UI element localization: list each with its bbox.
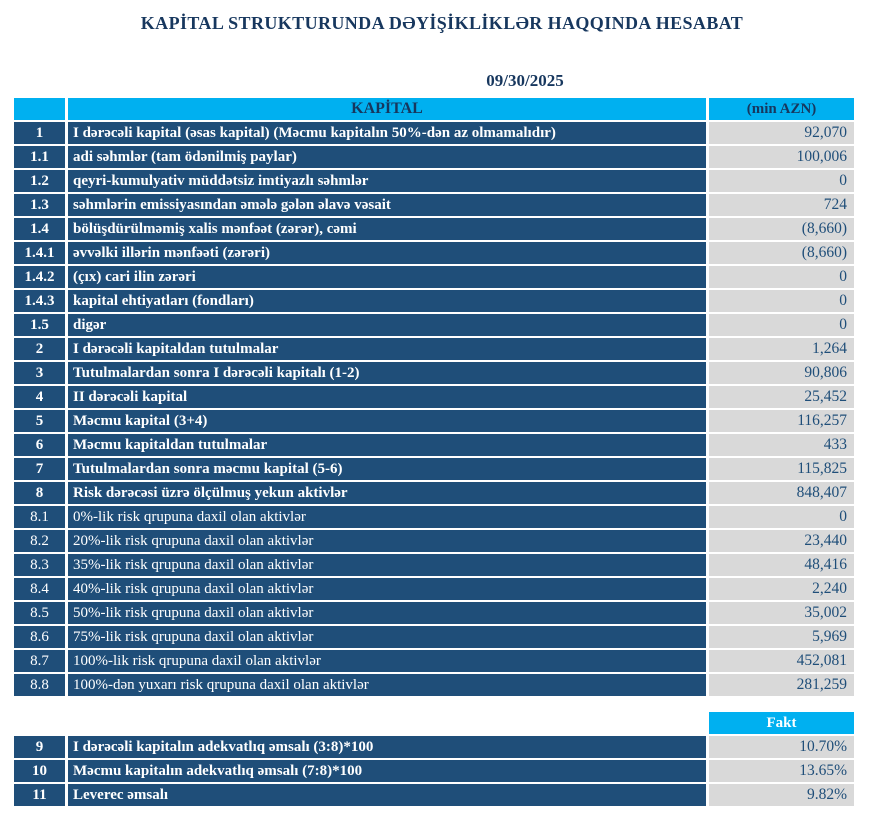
row-value-cell: 0 bbox=[709, 506, 854, 528]
row-label-cell: adi səhmlər (tam ödənilmiş paylar) bbox=[68, 146, 706, 168]
row-number-cell: 8.7 bbox=[14, 650, 65, 672]
row-number-cell: 9 bbox=[14, 736, 65, 758]
table-row bbox=[14, 194, 854, 216]
row-value-cell: 13.65% bbox=[709, 760, 854, 782]
row-number-cell: 1.4.1 bbox=[14, 242, 65, 264]
table-row bbox=[14, 784, 854, 806]
fakt-header-row bbox=[14, 712, 854, 734]
row-number-cell: 8.3 bbox=[14, 554, 65, 576]
header-cell-min-azn: (min AZN) bbox=[709, 98, 854, 120]
table-row bbox=[14, 736, 854, 758]
row-number-cell: 1.4.2 bbox=[14, 266, 65, 288]
table-row bbox=[14, 602, 854, 624]
report-title: KAPİTAL STRUKTURUNDA DƏYİŞİKLİKLƏR HAQQINDA HESABAT bbox=[140, 13, 744, 33]
fakt-header-spacer bbox=[14, 712, 706, 734]
report-date: 09/30/2025 bbox=[486, 71, 564, 90]
row-value-cell: 23,440 bbox=[709, 530, 854, 552]
row-label-cell: əvvəlki illərin mənfəəti (zərəri) bbox=[68, 242, 706, 264]
table-row bbox=[14, 314, 854, 336]
row-value-cell: 100,006 bbox=[709, 146, 854, 168]
row-value-cell: 116,257 bbox=[709, 410, 854, 432]
row-value-cell: 2,240 bbox=[709, 578, 854, 600]
row-label-cell: Məcmu kapital (3+4) bbox=[68, 410, 706, 432]
row-number-cell: 5 bbox=[14, 410, 65, 432]
row-label-cell: Məcmu kapitalın adekvatlıq əmsalı (7:8)*100 bbox=[68, 760, 706, 782]
capital-table-header-row bbox=[14, 98, 854, 120]
row-value-cell: 452,081 bbox=[709, 650, 854, 672]
row-number-cell: 1.5 bbox=[14, 314, 65, 336]
table-row bbox=[14, 242, 854, 264]
row-number-cell: 1 bbox=[14, 122, 65, 144]
table-row bbox=[14, 218, 854, 240]
row-value-cell: 0 bbox=[709, 170, 854, 192]
ratio-table bbox=[14, 712, 854, 806]
row-number-cell: 1.4.3 bbox=[14, 290, 65, 312]
table-row bbox=[14, 362, 854, 384]
row-label-cell: 75%-lik risk qrupuna daxil olan aktivlər bbox=[68, 626, 706, 648]
row-value-cell: 10.70% bbox=[709, 736, 854, 758]
table-row bbox=[14, 338, 854, 360]
row-label-cell: 0%-lik risk qrupuna daxil olan aktivlər bbox=[68, 506, 706, 528]
row-value-cell: 48,416 bbox=[709, 554, 854, 576]
capital-table bbox=[14, 98, 854, 696]
row-label-cell: I dərəcəli kapitaldan tutulmalar bbox=[68, 338, 706, 360]
row-value-cell: 5,969 bbox=[709, 626, 854, 648]
row-label-cell: 35%-lik risk qrupuna daxil olan aktivlər bbox=[68, 554, 706, 576]
table-row bbox=[14, 386, 854, 408]
row-number-cell: 7 bbox=[14, 458, 65, 480]
row-value-cell: 115,825 bbox=[709, 458, 854, 480]
row-label-cell: Tutulmalardan sonra məcmu kapital (5-6) bbox=[68, 458, 706, 480]
row-label-cell: II dərəcəli kapital bbox=[68, 386, 706, 408]
row-value-cell: 35,002 bbox=[709, 602, 854, 624]
row-label-cell: I dərəcəli kapitalın adekvatlıq əmsalı (3:8)*100 bbox=[68, 736, 706, 758]
row-value-cell: 25,452 bbox=[709, 386, 854, 408]
table-row bbox=[14, 674, 854, 696]
row-value-cell: 0 bbox=[709, 314, 854, 336]
row-label-cell: Məcmu kapitaldan tutulmalar bbox=[68, 434, 706, 456]
row-number-cell: 8.1 bbox=[14, 506, 65, 528]
row-label-cell: Tutulmalardan sonra I dərəcəli kapitalı (1-2) bbox=[68, 362, 706, 384]
table-row bbox=[14, 530, 854, 552]
row-label-cell: Leverec əmsalı bbox=[68, 784, 706, 806]
row-value-cell: 0 bbox=[709, 266, 854, 288]
row-label-cell: digər bbox=[68, 314, 706, 336]
row-number-cell: 4 bbox=[14, 386, 65, 408]
table-row bbox=[14, 290, 854, 312]
capital-table-body bbox=[14, 122, 854, 696]
row-label-cell: 50%-lik risk qrupuna daxil olan aktivlər bbox=[68, 602, 706, 624]
row-number-cell: 8.6 bbox=[14, 626, 65, 648]
row-label-cell: kapital ehtiyatları (fondları) bbox=[68, 290, 706, 312]
row-number-cell: 3 bbox=[14, 362, 65, 384]
row-value-cell: (8,660) bbox=[709, 242, 854, 264]
row-number-cell: 1.1 bbox=[14, 146, 65, 168]
row-number-cell: 1.2 bbox=[14, 170, 65, 192]
row-number-cell: 8.2 bbox=[14, 530, 65, 552]
row-value-cell: 90,806 bbox=[709, 362, 854, 384]
row-label-cell: bölüşdürülməmiş xalis mənfəət (zərər), cəmi bbox=[68, 218, 706, 240]
table-row bbox=[14, 760, 854, 782]
table-row bbox=[14, 578, 854, 600]
row-number-cell: 2 bbox=[14, 338, 65, 360]
row-value-cell: 0 bbox=[709, 290, 854, 312]
row-value-cell: 9.82% bbox=[709, 784, 854, 806]
row-number-cell: 1.4 bbox=[14, 218, 65, 240]
row-value-cell: 848,407 bbox=[709, 482, 854, 504]
row-label-cell: Risk dərəcəsi üzrə ölçülmuş yekun aktivlər bbox=[68, 482, 706, 504]
row-value-cell: 433 bbox=[709, 434, 854, 456]
row-label-cell: səhmlərin emissiyasından əmələ gələn əlavə vəsait bbox=[68, 194, 706, 216]
table-row bbox=[14, 266, 854, 288]
row-label-cell: (çıx) cari ilin zərəri bbox=[68, 266, 706, 288]
table-row bbox=[14, 650, 854, 672]
row-value-cell: 92,070 bbox=[709, 122, 854, 144]
table-row bbox=[14, 458, 854, 480]
row-label-cell: I dərəcəli kapital (əsas kapital) (Məcmu kapitalın 50%-dən az olmamalıdır) bbox=[68, 122, 706, 144]
row-value-cell: 281,259 bbox=[709, 674, 854, 696]
table-row bbox=[14, 554, 854, 576]
row-number-cell: 11 bbox=[14, 784, 65, 806]
row-value-cell: 724 bbox=[709, 194, 854, 216]
row-value-cell: (8,660) bbox=[709, 218, 854, 240]
table-row bbox=[14, 410, 854, 432]
row-value-cell: 1,264 bbox=[709, 338, 854, 360]
table-row bbox=[14, 434, 854, 456]
row-number-cell: 1.3 bbox=[14, 194, 65, 216]
table-row bbox=[14, 626, 854, 648]
row-number-cell: 6 bbox=[14, 434, 65, 456]
row-number-cell: 8.4 bbox=[14, 578, 65, 600]
row-number-cell: 10 bbox=[14, 760, 65, 782]
table-row bbox=[14, 506, 854, 528]
table-row bbox=[14, 146, 854, 168]
table-row bbox=[14, 122, 854, 144]
table-row bbox=[14, 482, 854, 504]
row-label-cell: qeyri-kumulyativ müddətsiz imtiyazlı səhmlər bbox=[68, 170, 706, 192]
header-cell-fakt: Fakt bbox=[709, 712, 854, 734]
row-label-cell: 100%-dən yuxarı risk qrupuna daxil olan aktivlər bbox=[68, 674, 706, 696]
row-number-cell: 8.5 bbox=[14, 602, 65, 624]
row-number-cell: 8.8 bbox=[14, 674, 65, 696]
ratio-table-body bbox=[14, 736, 854, 806]
table-row bbox=[14, 170, 854, 192]
row-number-cell: 8 bbox=[14, 482, 65, 504]
header-cell-empty bbox=[14, 98, 65, 120]
row-label-cell: 100%-lik risk qrupuna daxil olan aktivlər bbox=[68, 650, 706, 672]
header-cell-kapital: KAPİTAL bbox=[68, 98, 706, 120]
row-label-cell: 40%-lik risk qrupuna daxil olan aktivlər bbox=[68, 578, 706, 600]
row-label-cell: 20%-lik risk qrupuna daxil olan aktivlər bbox=[68, 530, 706, 552]
